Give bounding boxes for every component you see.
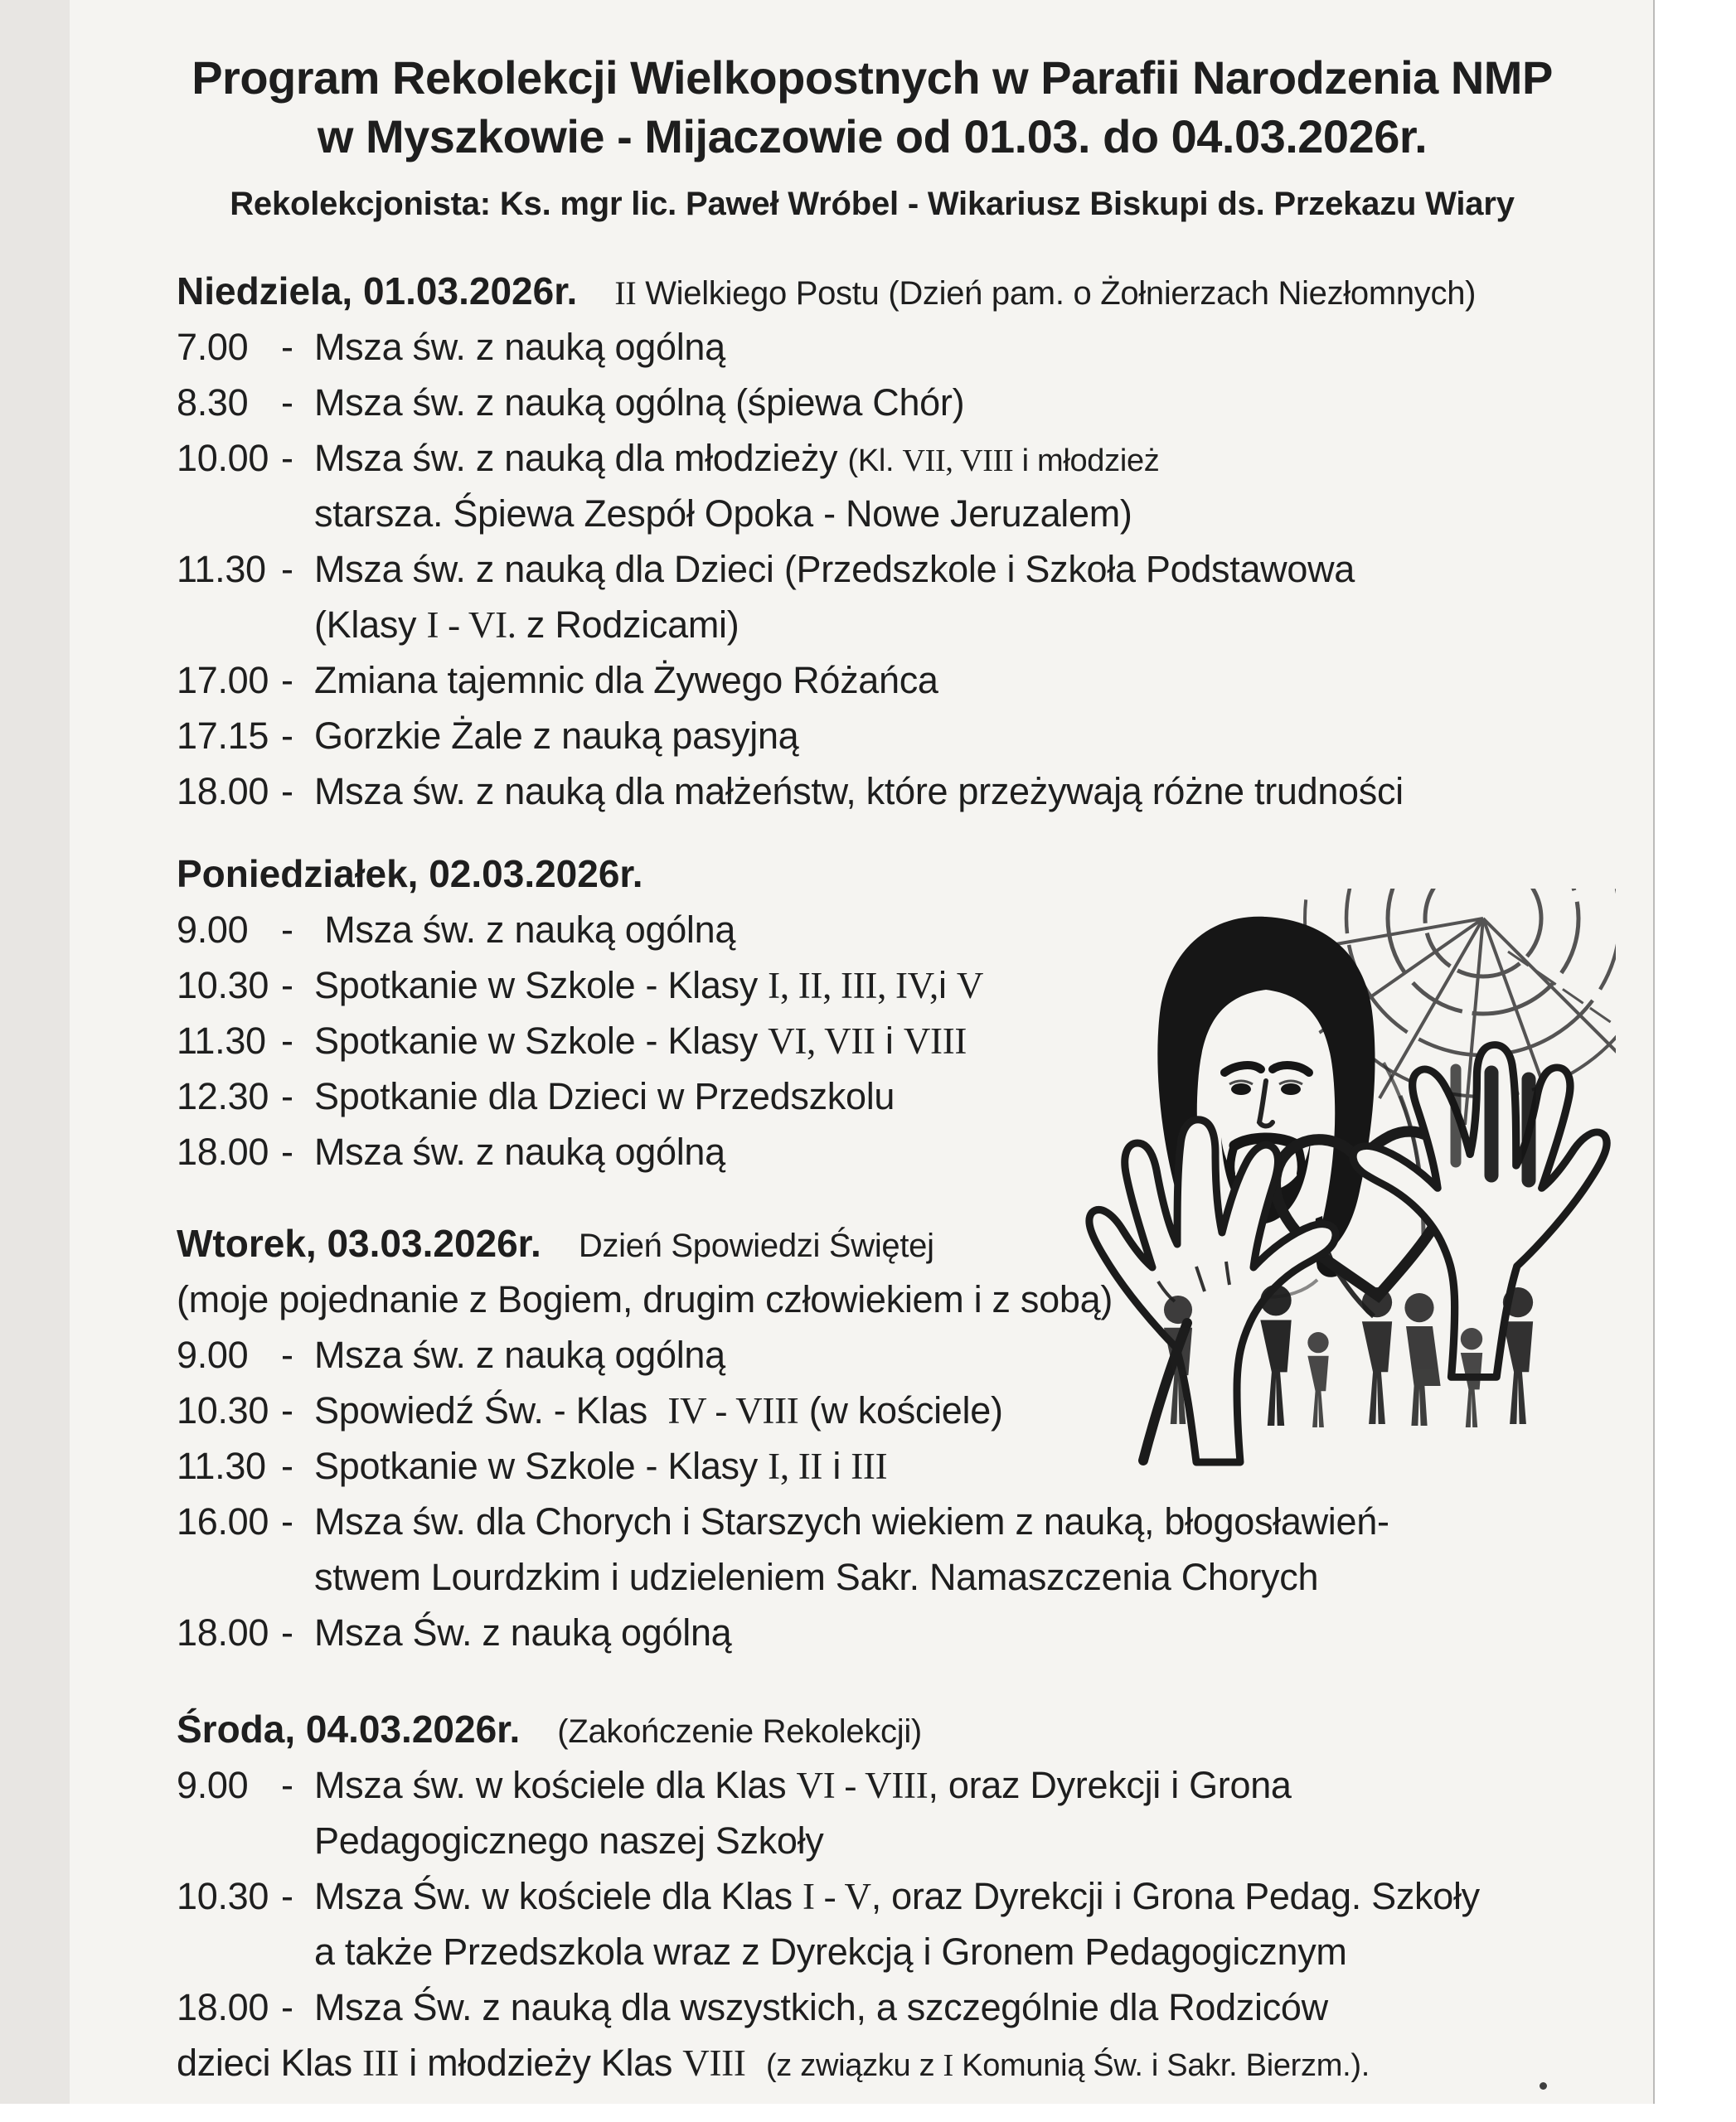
text-segment: Msza św. z nauką dla Dzieci (Przedszkole i Szkoła Podstawowa	[314, 548, 1355, 590]
text-segment: Dzień Spowiedzi Świętej	[578, 1228, 934, 1264]
event-text	[314, 326, 725, 368]
text-segment: VIII	[682, 2042, 746, 2084]
day-note	[614, 275, 1476, 312]
dash-separator: -	[281, 908, 293, 951]
time-label: 8.30	[177, 381, 249, 424]
text-segment: VIII	[903, 1020, 967, 1062]
schedule-row	[177, 1494, 1626, 1549]
schedule-row	[177, 319, 1626, 375]
preacher-line: Rekolekcjonista: Ks. mgr lic. Paweł Wróbel - Wikariusz Biskupi ds. Przekazu Wiary	[230, 186, 1515, 222]
time-label: 9.00	[177, 1764, 249, 1806]
dash-separator: -	[281, 1500, 293, 1543]
document-page	[70, 0, 1655, 2104]
jesus-open-hands-illustration	[1035, 889, 1616, 1469]
dash-separator: -	[281, 659, 293, 701]
time-label: 16.00	[177, 1500, 269, 1543]
schedule-row	[177, 2035, 1626, 2091]
schedule-row	[177, 763, 1626, 819]
text-segment: Spowiedź Św. - Klas	[314, 1389, 668, 1432]
dash-separator: -	[281, 1075, 293, 1117]
time-label: 10.30	[177, 1875, 269, 1917]
text-segment: Komunią Św. i Sakr. Bierzm.).	[953, 2048, 1370, 2083]
dash-separator: -	[281, 381, 293, 424]
text-segment: Msza św. z nauką dla małżeństw, które przeżywają różne trudności	[314, 770, 1404, 812]
time-label: 17.00	[177, 659, 269, 701]
event-text	[314, 1445, 887, 1487]
text-segment: VI - VIII	[796, 1765, 929, 1806]
text-segment: a także Przedszkola wraz z Dyrekcją i Gronem Pedagogicznym	[314, 1931, 1347, 1973]
text-segment: Msza Św. z nauką ogólną	[314, 1611, 732, 1654]
event-text	[314, 437, 1160, 479]
time-label: 10.30	[177, 1389, 269, 1432]
dash-separator: -	[281, 548, 293, 590]
text-segment: Spotkanie dla Dzieci w Przedszkolu	[314, 1075, 895, 1117]
text-segment: starsza. Śpiewa Zespół Opoka - Nowe Jeruzalem)	[314, 492, 1132, 535]
event-text	[314, 715, 798, 757]
schedule-row	[177, 1868, 1626, 1924]
text-segment: Pedagogicznego naszej Szkoły	[314, 1819, 824, 1862]
dash-separator: -	[281, 1764, 293, 1806]
time-label: 9.00	[177, 908, 249, 951]
event-text	[314, 492, 1132, 535]
time-label: 11.30	[177, 1020, 266, 1062]
text-segment: Msza Św. w kościele dla Klas	[314, 1875, 803, 1917]
text-segment: Spotkanie w Szkole - Klasy	[314, 964, 769, 1006]
text-segment: i młodzież	[1013, 443, 1160, 478]
page-title	[177, 48, 1626, 166]
day-note	[579, 1228, 934, 1264]
event-text	[314, 908, 735, 951]
text-segment: Spotkanie w Szkole - Klasy	[314, 1445, 769, 1487]
day-title: Środa, 04.03.2026r.	[177, 1708, 521, 1751]
text-segment: Msza św. w kościele dla Klas	[314, 1764, 797, 1806]
event-text	[314, 1931, 1347, 1973]
dash-separator: -	[281, 715, 293, 757]
text-segment: VII, VIII	[902, 443, 1014, 478]
event-text	[314, 659, 938, 701]
time-label: 10.00	[177, 437, 269, 479]
day-header	[177, 264, 1626, 319]
text-segment: Msza św. dla Chorych i Starszych wiekiem z nauką, błogosławień-	[314, 1500, 1389, 1543]
text-segment: , oraz Dyrekcji i Grona Pedag. Szkoły	[870, 1875, 1480, 1917]
event-text	[314, 548, 1355, 590]
event-text	[314, 1075, 895, 1117]
dash-separator: -	[281, 326, 293, 368]
schedule-row	[177, 1813, 1626, 1868]
text-segment: dzieci Klas	[177, 2042, 362, 2084]
dash-separator: -	[281, 1986, 293, 2028]
text-segment: Wielkiego Postu (Dzień pam. o Żołnierzach Niezłomnych)	[636, 275, 1477, 312]
event-text	[314, 1819, 824, 1862]
time-label: 12.30	[177, 1075, 269, 1117]
event-text	[314, 1131, 725, 1173]
event-text	[314, 1334, 725, 1376]
event-text	[314, 1020, 967, 1062]
dash-separator: -	[281, 1611, 293, 1654]
text-segment: , oraz Dyrekcji i Grona	[928, 1764, 1292, 1806]
day-title: Niedziela, 01.03.2026r.	[177, 269, 578, 312]
schedule-row	[177, 375, 1626, 430]
text-segment: Msza św. z nauką ogólną	[314, 1131, 725, 1173]
text-segment: Msza św. z nauką ogólną	[314, 908, 736, 951]
dash-separator: -	[281, 1389, 293, 1432]
text-segment: Spotkanie w Szkole - Klasy	[314, 1020, 769, 1062]
text-segment: Msza Św. z nauką dla wszystkich, a szczególnie dla Rodziców	[314, 1986, 1328, 2028]
text-segment: II	[614, 274, 637, 312]
schedule-row	[177, 486, 1626, 541]
text-segment: III	[851, 1446, 888, 1487]
time-label: 9.00	[177, 1334, 249, 1376]
dash-separator: -	[281, 1334, 293, 1376]
text-segment: i	[875, 1020, 904, 1062]
text-segment: (w kościele)	[798, 1389, 1003, 1432]
time-label: 18.00	[177, 770, 269, 812]
time-label: 18.00	[177, 1131, 269, 1173]
time-label: 11.30	[177, 548, 266, 590]
text-segment: i	[822, 1445, 851, 1487]
time-label: 18.00	[177, 1986, 269, 2028]
text-segment: I	[943, 2048, 953, 2083]
day-title: Wtorek, 03.03.2026r.	[177, 1222, 541, 1265]
title-line-2: w Myszkowie - Mijaczowie od 01.03. do 04.03.2026r.	[317, 110, 1428, 162]
dash-separator: -	[281, 437, 293, 479]
day-note	[557, 1713, 922, 1750]
schedule-row	[177, 1549, 1626, 1605]
schedule-row	[177, 541, 1626, 597]
dash-separator: -	[281, 964, 293, 1006]
schedule-row	[177, 1757, 1626, 1813]
text-segment: Zmiana tajemnic dla Żywego Różańca	[314, 659, 938, 701]
text-segment: Msza św. z nauką ogólną	[314, 326, 725, 368]
event-text	[314, 964, 983, 1006]
event-text	[314, 1556, 1318, 1598]
text-segment: (Kl.	[847, 443, 903, 478]
text-segment: Gorzkie Żale z nauką pasyjną	[314, 715, 799, 757]
text-segment: I - V	[803, 1876, 871, 1917]
day-section-4	[177, 1702, 1626, 2091]
event-text	[314, 603, 739, 646]
scan-left-band	[0, 0, 70, 2104]
text-segment: (z związku z	[765, 2048, 943, 2083]
event-text	[314, 381, 964, 424]
day-header	[177, 1702, 1626, 1757]
text-segment: i młodzieży Klas	[399, 2042, 683, 2084]
text-segment: stwem Lourdzkim i udzieleniem Sakr. Namaszczenia Chorych	[314, 1556, 1319, 1598]
time-label: 17.15	[177, 715, 269, 757]
schedule-row	[177, 597, 1626, 652]
dash-separator: -	[281, 1445, 293, 1487]
text-segment: I, II, III, IV,	[768, 965, 939, 1006]
text-segment: I, II	[768, 1446, 823, 1487]
text-segment: IV - VIII	[667, 1390, 799, 1432]
dash-separator: -	[281, 1020, 293, 1062]
text-segment: Msza św. z nauką ogólną	[314, 1334, 725, 1376]
title-line-1: Program Rekolekcji Wielkopostnych w Parafii Narodzenia NMP	[192, 51, 1553, 104]
schedule-row	[177, 708, 1626, 763]
time-label: 11.30	[177, 1445, 266, 1487]
text-segment: V	[956, 965, 984, 1006]
event-text	[314, 1389, 1003, 1432]
day-title: Poniedziałek, 02.03.2026r.	[177, 852, 643, 895]
event-text	[314, 1764, 1292, 1806]
text-segment: z Rodzicami)	[516, 603, 739, 646]
text-segment: i	[938, 964, 957, 1006]
schedule-row	[177, 652, 1626, 708]
dash-separator: -	[281, 1131, 293, 1173]
text-segment	[746, 2042, 766, 2084]
text-segment: (Klasy	[314, 603, 427, 646]
text-segment: I - VI.	[426, 604, 516, 646]
text-segment: Msza św. z nauką dla młodzieży	[314, 437, 848, 479]
event-text	[177, 2042, 1370, 2084]
event-text	[314, 1986, 1328, 2028]
ink-dot-artifact	[1540, 2082, 1547, 2090]
text-segment: (moje pojednanie z Bogiem, drugim człowiekiem i z sobą)	[177, 1278, 1113, 1320]
text-segment: (Zakończenie Rekolekcji)	[557, 1713, 922, 1750]
event-text	[314, 1500, 1389, 1543]
text-segment: VI, VII	[768, 1020, 875, 1062]
schedule-row	[177, 430, 1626, 486]
text-segment: III	[362, 2042, 400, 2084]
schedule-row	[177, 1979, 1626, 2035]
dash-separator: -	[281, 1875, 293, 1917]
dash-separator: -	[281, 770, 293, 812]
event-text	[177, 1278, 1113, 1320]
event-text	[314, 1875, 1480, 1917]
event-text	[314, 1611, 731, 1654]
time-label: 18.00	[177, 1611, 269, 1654]
day-section-1	[177, 264, 1626, 819]
event-text	[314, 770, 1404, 812]
schedule-row	[177, 1605, 1626, 1660]
time-label: 10.30	[177, 964, 269, 1006]
schedule-row	[177, 1924, 1626, 1979]
time-label: 7.00	[177, 326, 249, 368]
text-segment: Msza św. z nauką ogólną (śpiewa Chór)	[314, 381, 965, 424]
